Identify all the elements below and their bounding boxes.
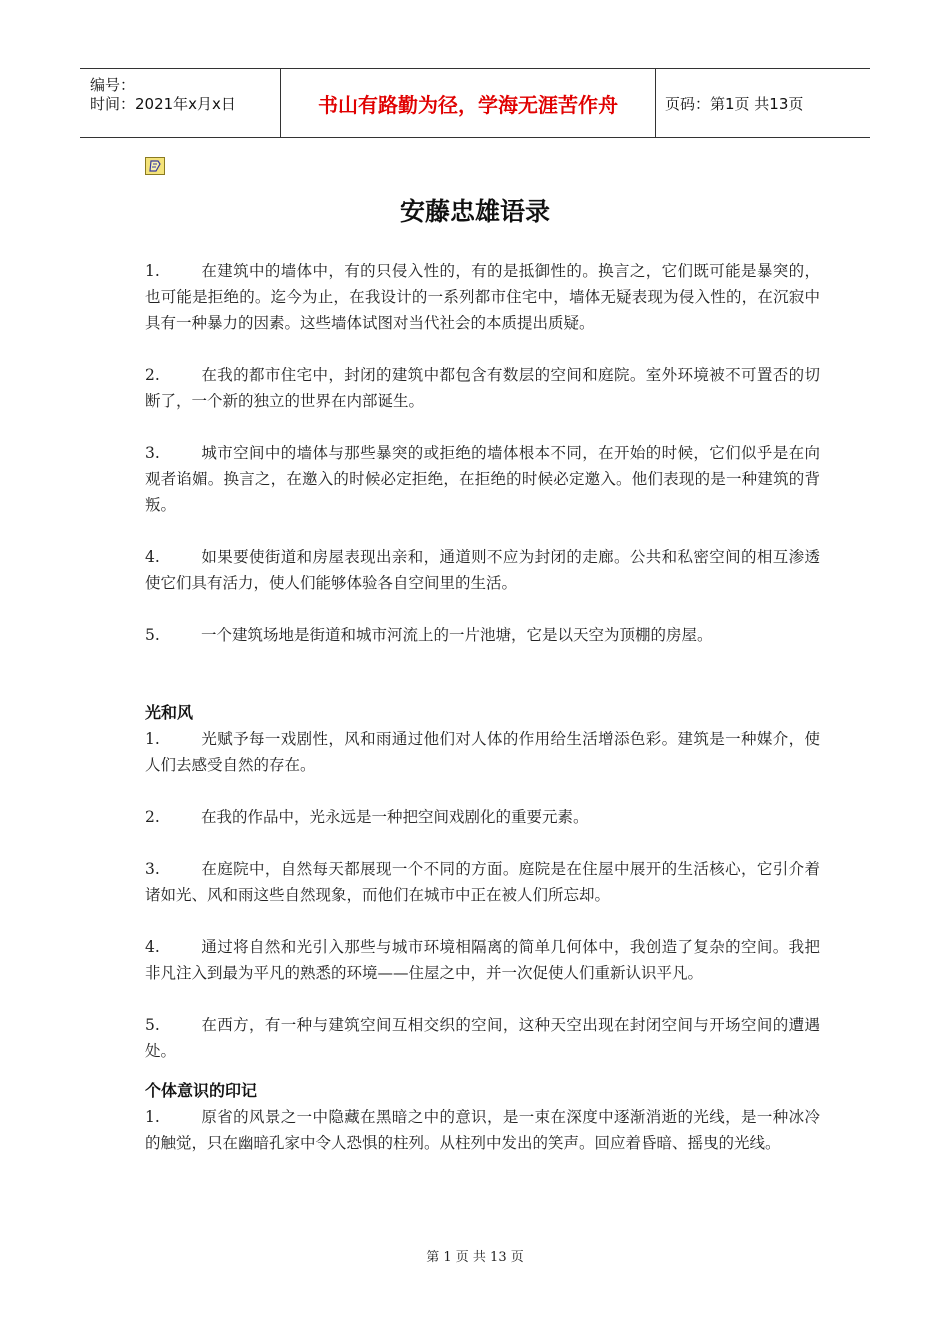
- section1-item: [145, 1012, 820, 1064]
- item-text: 城市空间中的墙体与那些暴突的或拒绝的墙体根本不同，在开始的时候，它们似乎是在向观者谄媚。换言之，在邀入的时候必定拒绝，在拒绝的时候必定邀入。他们表现的是一种建筑的背叛。: [145, 444, 820, 514]
- section1-item: [145, 726, 820, 778]
- item-number: 2.: [145, 808, 160, 826]
- item-number: 4.: [145, 548, 160, 566]
- intro-item: [145, 362, 820, 414]
- document-title: 安藤忠雄语录: [399, 197, 550, 226]
- item-text: 原省的风景之一中隐藏在黑暗之中的意识，是一束在深度中逐渐消逝的光线，是一种冰冷的触觉，只在幽暗孔家中令人恐惧的柱列。从柱列中发出的笑声。回应着昏暗、摇曳的光线。: [145, 1108, 820, 1152]
- item-number: 5.: [145, 1016, 160, 1034]
- item-number: 1.: [145, 730, 160, 748]
- item-text: 一个建筑场地是街道和城市河流上的一片池塘，它是以天空为顶棚的房屋。: [201, 626, 713, 644]
- item-text: 在庭院中，自然每天都展现一个不同的方面。庭院是在住屋中展开的生活核心，它引介着诸如光、风和雨这些自然现象，而他们在城市中正在被人们所忘却。: [145, 860, 820, 904]
- item-text: 在建筑中的墙体中，有的只侵入性的，有的是抵御性的。换言之，它们既可能是暴突的，也可能是拒绝的。迄今为止，在我设计的一系列都市住宅中，墙体无疑表现为侵入性的，在沉寂中具有一种暴力的因素。这些墙体试图对当代社会的本质提出质疑。: [145, 262, 820, 332]
- header-motto: 书山有路勤为径，学海无涯苦作舟: [280, 69, 656, 137]
- header-table: [80, 68, 870, 138]
- time-label: 时间：2021年x月x日: [90, 95, 236, 113]
- document-icon: [145, 157, 165, 175]
- item-text: 在我的作品中，光永远是一种把空间戏剧化的重要元素。: [201, 808, 589, 826]
- section-heading-light-wind: 光和风: [145, 703, 194, 722]
- item-number: 2.: [145, 366, 160, 384]
- intro-item: [145, 622, 820, 648]
- section1-item: [145, 856, 820, 908]
- section1-item: [145, 934, 820, 986]
- item-number: 5.: [145, 626, 160, 644]
- item-number: 1.: [145, 1108, 160, 1126]
- section1-item: [145, 804, 820, 830]
- code-label: 编号：: [90, 76, 136, 94]
- section2-item: [145, 1104, 820, 1156]
- page-footer: 第 1 页 共 13 页: [426, 1250, 524, 1265]
- item-text: 如果要使街道和房屋表现出亲和，通道则不应为封闭的走廊。公共和私密空间的相互渗透使它们具有活力，使人们能够体验各自空间里的生活。: [145, 548, 820, 592]
- item-number: 3.: [145, 860, 160, 878]
- item-number: 3.: [145, 444, 160, 462]
- intro-item: [145, 544, 820, 596]
- item-number: 1.: [145, 262, 160, 280]
- item-text: 通过将自然和光引入那些与城市环境相隔离的简单几何体中，我创造了复杂的空间。我把非凡注入到最为平凡的熟悉的环境——住屋之中，并一次促使人们重新认识平凡。: [145, 938, 820, 982]
- item-text: 光赋予每一戏剧性，风和雨通过他们对人体的作用给生活增添色彩。建筑是一种媒介，使人们去感受自然的存在。: [145, 730, 820, 774]
- item-text: 在我的都市住宅中，封闭的建筑中都包含有数层的空间和庭院。室外环境被不可置否的切断了，一个新的独立的世界在内部诞生。: [145, 366, 820, 410]
- intro-list: [145, 258, 820, 648]
- item-number: 4.: [145, 938, 160, 956]
- intro-item: [145, 440, 820, 518]
- intro-item: [145, 258, 820, 336]
- header-meta: [80, 69, 280, 137]
- item-text: 在西方，有一种与建筑空间互相交织的空间，这种天空出现在封闭空间与开场空间的遭遇处。: [145, 1016, 820, 1060]
- document-body: [145, 258, 820, 1156]
- section-heading-individual-consciousness: 个体意识的印记: [145, 1081, 258, 1100]
- header-page-info: 页码：第1页 共13页: [665, 94, 804, 113]
